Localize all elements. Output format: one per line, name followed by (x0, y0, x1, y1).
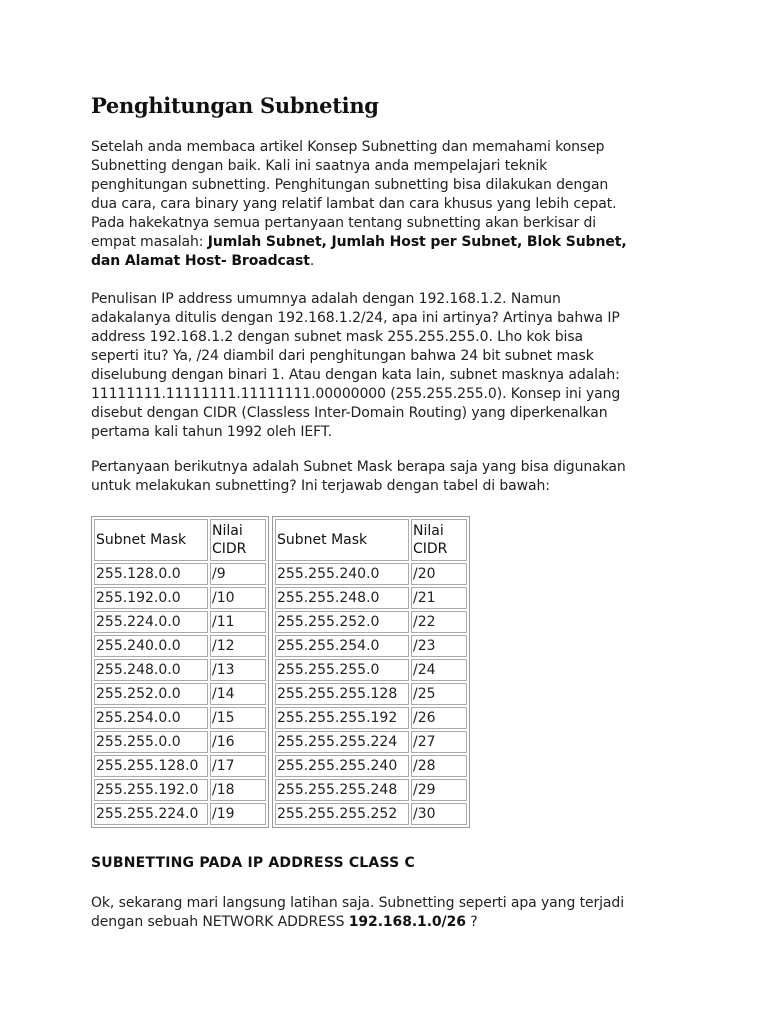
text-line: untuk melakukan subnetting? Ini terjawab dengan tabel di bawah: (91, 478, 550, 494)
text-line: pertama kali tahun 1992 oleh IEFT. (91, 424, 332, 440)
text-line (91, 252, 691, 271)
mask-cell: 255.255.192.0 (94, 779, 208, 801)
cidr-cell: /12 (210, 635, 266, 657)
table-row (275, 683, 467, 705)
cidr-cell: /13 (210, 659, 266, 681)
subnet-tables (91, 516, 473, 828)
mask-cell: 255.254.0.0 (94, 707, 208, 729)
cidr-cell: /29 (411, 779, 467, 801)
mask-cell: 255.255.128.0 (94, 755, 208, 777)
cidr-cell: /21 (411, 587, 467, 609)
cidr-cell: /25 (411, 683, 467, 705)
network-address: 192.168.1.0/26 (348, 914, 466, 930)
column-header-subnet-mask: Subnet Mask (94, 519, 208, 561)
cidr-cell: /27 (411, 731, 467, 753)
text-line: penghitungan subnetting. Penghitungan subnetting bisa dilakukan dengan (91, 177, 609, 193)
cidr-cell: /11 (210, 611, 266, 633)
table-row (94, 587, 266, 609)
subnet-mask-table-left (91, 516, 269, 828)
header-line: Nilai (212, 523, 243, 539)
text-line: Subnetting dengan baik. Kali ini saatnya anda mempelajari teknik (91, 158, 548, 174)
text-segment: dengan sebuah NETWORK ADDRESS (91, 914, 349, 930)
mask-cell: 255.255.254.0 (275, 635, 409, 657)
cidr-paragraph (91, 290, 691, 442)
table-row (275, 563, 467, 585)
table-row (275, 731, 467, 753)
mask-cell: 255.255.255.224 (275, 731, 409, 753)
mask-cell: 255.255.248.0 (275, 587, 409, 609)
text-line: dua cara, cara binary yang relatif lambat dan cara khusus yang lebih cepat. (91, 196, 617, 212)
table-row (275, 587, 467, 609)
cidr-cell: /24 (411, 659, 467, 681)
mask-cell: 255.255.0.0 (94, 731, 208, 753)
mask-cell: 255.255.255.240 (275, 755, 409, 777)
table-row (94, 707, 266, 729)
cidr-cell: /30 (411, 803, 467, 825)
column-header-cidr (411, 519, 467, 561)
text-line: 11111111.11111111.11111111.00000000 (255.255.255.0). Konsep ini yang (91, 386, 621, 402)
table-row (94, 683, 266, 705)
text-line: Penulisan IP address umumnya adalah dengan 192.168.1.2. Namun (91, 291, 561, 307)
bold-topics: Jumlah Subnet, Jumlah Host per Subnet, Blok Subnet, (207, 234, 627, 250)
cidr-cell: /14 (210, 683, 266, 705)
table-row (275, 707, 467, 729)
table-row (94, 803, 266, 825)
cidr-cell: /26 (411, 707, 467, 729)
cidr-cell: /10 (210, 587, 266, 609)
mask-cell: 255.255.255.128 (275, 683, 409, 705)
table-row (94, 635, 266, 657)
text-line: Ok, sekarang mari langsung latihan saja. Subnetting seperti apa yang terjadi (91, 895, 624, 911)
mask-cell: 255.255.255.0 (275, 659, 409, 681)
mask-cell: 255.248.0.0 (94, 659, 208, 681)
table-intro-paragraph (91, 458, 691, 496)
text-segment: ? (465, 914, 478, 930)
text-line: address 192.168.1.2 dengan subnet mask 255.255.255.0. Lho kok bisa (91, 329, 584, 345)
page-title: Penghitungan Subneting (91, 93, 379, 118)
table-row (94, 659, 266, 681)
table-row (94, 611, 266, 633)
subnet-mask-table-right (272, 516, 470, 828)
table-row (275, 635, 467, 657)
text-line (91, 233, 691, 252)
table-row (275, 755, 467, 777)
table-row (275, 779, 467, 801)
column-header-cidr (210, 519, 266, 561)
cidr-cell: /20 (411, 563, 467, 585)
table-row (94, 779, 266, 801)
text-line: adakalanya ditulis dengan 192.168.1.2/24, apa ini artinya? Artinya bahwa IP (91, 310, 620, 326)
cidr-cell: /18 (210, 779, 266, 801)
mask-cell: 255.224.0.0 (94, 611, 208, 633)
mask-cell: 255.128.0.0 (94, 563, 208, 585)
mask-cell: 255.255.252.0 (275, 611, 409, 633)
mask-cell: 255.252.0.0 (94, 683, 208, 705)
mask-cell: 255.255.255.252 (275, 803, 409, 825)
text-line: Setelah anda membaca artikel Konsep Subnetting dan memahami konsep (91, 139, 605, 155)
text-line: disebut dengan CIDR (Classless Inter-Domain Routing) yang diperkenalkan (91, 405, 608, 421)
table-row (275, 659, 467, 681)
cidr-cell: /17 (210, 755, 266, 777)
cidr-cell: /22 (411, 611, 467, 633)
cidr-cell: /28 (411, 755, 467, 777)
text-segment: empat masalah: (91, 234, 208, 250)
mask-cell: 255.240.0.0 (94, 635, 208, 657)
text-line: diselubung dengan binari 1. Atau dengan kata lain, subnet masknya adalah: (91, 367, 620, 383)
cidr-cell: /16 (210, 731, 266, 753)
table-header-row (275, 519, 467, 561)
cidr-cell: /15 (210, 707, 266, 729)
table-row (94, 731, 266, 753)
mask-cell: 255.255.240.0 (275, 563, 409, 585)
cidr-cell: /9 (210, 563, 266, 585)
cidr-cell: /23 (411, 635, 467, 657)
mask-cell: 255.255.224.0 (94, 803, 208, 825)
text-line: Pertanyaan berikutnya adalah Subnet Mask berapa saja yang bisa digunakan (91, 459, 626, 475)
text-line: Pada hakekatnya semua pertanyaan tentang subnetting akan berkisar di (91, 215, 597, 231)
mask-cell: 255.192.0.0 (94, 587, 208, 609)
table-row (94, 563, 266, 585)
section-heading: SUBNETTING PADA IP ADDRESS CLASS C (91, 855, 415, 871)
header-line: CIDR (212, 541, 247, 557)
header-line: CIDR (413, 541, 448, 557)
text-segment: . (309, 253, 315, 269)
header-line: Nilai (413, 523, 444, 539)
mask-cell: 255.255.255.248 (275, 779, 409, 801)
mask-cell: 255.255.255.192 (275, 707, 409, 729)
cidr-cell: /19 (210, 803, 266, 825)
intro-paragraph (91, 138, 691, 271)
text-line: seperti itu? Ya, /24 diambil dari penghitungan bahwa 24 bit subnet mask (91, 348, 594, 364)
table-header-row (94, 519, 266, 561)
column-header-subnet-mask: Subnet Mask (275, 519, 409, 561)
table-row (275, 611, 467, 633)
table-row (94, 755, 266, 777)
bold-topics: dan Alamat Host- Broadcast (91, 253, 310, 269)
text-line (91, 913, 691, 932)
table-row (275, 803, 467, 825)
exercise-paragraph (91, 894, 691, 932)
